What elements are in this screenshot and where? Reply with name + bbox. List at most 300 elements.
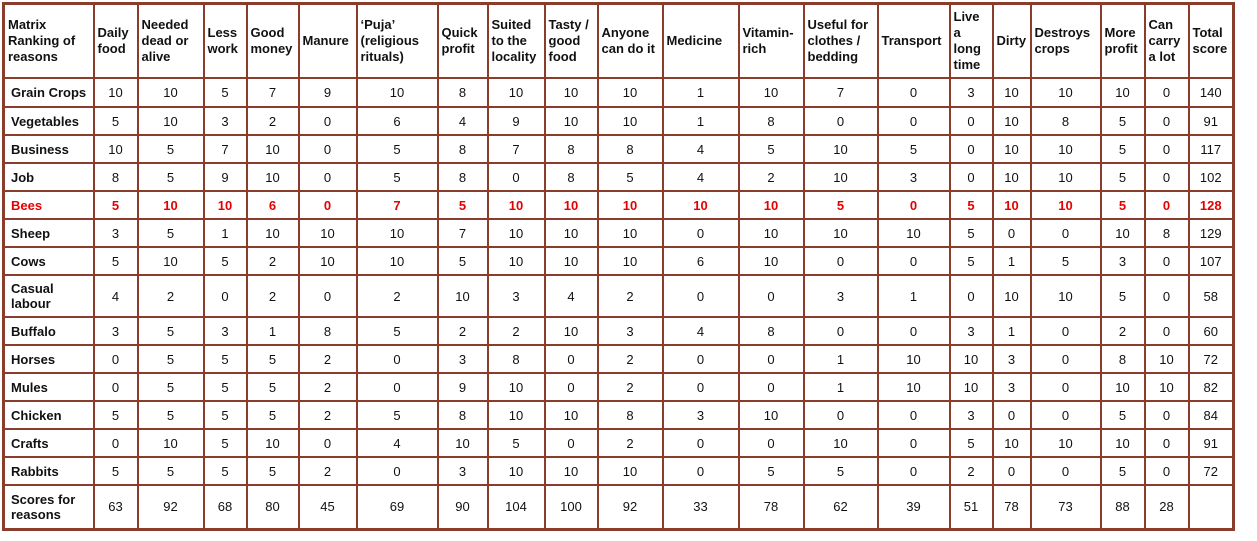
total-score-cell: 107	[1189, 247, 1234, 275]
score-cell: 10	[1031, 429, 1101, 457]
score-cell: 0	[950, 135, 993, 163]
score-cell: 5	[950, 247, 993, 275]
reason-score-cell: 28	[1145, 485, 1189, 529]
score-cell: 10	[1101, 219, 1145, 247]
score-cell: 10	[878, 373, 950, 401]
score-cell: 8	[94, 163, 138, 191]
score-cell: 8	[438, 78, 488, 107]
score-cell: 10	[545, 457, 598, 485]
score-cell: 2	[1101, 317, 1145, 345]
header-row	[4, 4, 1234, 79]
score-cell: 0	[950, 107, 993, 135]
score-cell: 5	[138, 317, 204, 345]
reason-score-cell: 100	[545, 485, 598, 529]
score-cell: 0	[94, 345, 138, 373]
row-label: Rabbits	[4, 457, 94, 485]
score-cell: 0	[993, 401, 1031, 429]
score-cell: 5	[438, 247, 488, 275]
score-cell: 2	[299, 345, 357, 373]
column-header: Total score	[1189, 4, 1234, 79]
score-cell: 10	[993, 191, 1031, 219]
score-cell: 10	[1031, 135, 1101, 163]
column-header: Live a long time	[950, 4, 993, 79]
score-cell: 10	[663, 191, 739, 219]
reason-score-cell: 45	[299, 485, 357, 529]
score-cell: 10	[1145, 373, 1189, 401]
score-cell: 10	[1145, 345, 1189, 373]
score-cell: 5	[138, 457, 204, 485]
score-cell: 0	[299, 429, 357, 457]
score-cell: 0	[663, 219, 739, 247]
score-cell: 0	[299, 275, 357, 317]
score-cell: 5	[739, 135, 804, 163]
score-cell: 0	[804, 401, 878, 429]
score-cell: 8	[438, 135, 488, 163]
score-cell: 0	[739, 429, 804, 457]
score-cell: 6	[663, 247, 739, 275]
score-cell: 0	[878, 247, 950, 275]
score-cell: 2	[950, 457, 993, 485]
score-cell: 5	[598, 163, 663, 191]
table-row	[4, 135, 1234, 163]
total-score-cell: 72	[1189, 345, 1234, 373]
score-cell: 5	[94, 107, 138, 135]
score-cell: 8	[299, 317, 357, 345]
score-cell: 1	[663, 107, 739, 135]
score-cell: 10	[438, 275, 488, 317]
score-cell: 0	[299, 107, 357, 135]
score-cell: 5	[804, 457, 878, 485]
column-header: ‘Puja’ (religious rituals)	[357, 4, 438, 79]
score-cell: 7	[357, 191, 438, 219]
score-cell: 3	[993, 345, 1031, 373]
score-cell: 5	[804, 191, 878, 219]
score-cell: 0	[1145, 135, 1189, 163]
score-cell: 7	[438, 219, 488, 247]
score-cell: 2	[247, 275, 299, 317]
score-cell: 3	[950, 317, 993, 345]
score-cell: 10	[804, 219, 878, 247]
score-cell: 0	[878, 78, 950, 107]
score-cell: 5	[204, 457, 247, 485]
row-label: Scores for reasons	[4, 485, 94, 529]
row-label: Chicken	[4, 401, 94, 429]
score-cell: 10	[138, 247, 204, 275]
score-cell: 0	[1145, 429, 1189, 457]
reason-score-cell: 80	[247, 485, 299, 529]
score-cell: 5	[1101, 191, 1145, 219]
score-cell: 5	[138, 135, 204, 163]
score-cell: 10	[739, 247, 804, 275]
score-cell: 8	[1031, 107, 1101, 135]
score-cell: 5	[204, 78, 247, 107]
score-cell: 5	[138, 345, 204, 373]
total-score-cell: 140	[1189, 78, 1234, 107]
reason-score-cell: 92	[138, 485, 204, 529]
score-cell: 8	[739, 107, 804, 135]
score-cell: 5	[1101, 163, 1145, 191]
score-cell: 10	[488, 247, 545, 275]
corner-header: Matrix Ranking of reasons	[4, 4, 94, 79]
score-cell: 2	[598, 345, 663, 373]
column-header: Needed dead or alive	[138, 4, 204, 79]
score-cell: 5	[204, 373, 247, 401]
score-cell: 3	[94, 317, 138, 345]
score-cell: 10	[993, 78, 1031, 107]
score-cell: 0	[488, 163, 545, 191]
score-cell: 4	[438, 107, 488, 135]
score-cell: 10	[878, 219, 950, 247]
score-cell: 0	[663, 345, 739, 373]
score-cell: 0	[1031, 317, 1101, 345]
score-cell: 0	[299, 163, 357, 191]
score-cell: 7	[247, 78, 299, 107]
score-cell: 0	[878, 317, 950, 345]
reason-score-cell: 33	[663, 485, 739, 529]
reason-score-cell: 63	[94, 485, 138, 529]
score-cell: 8	[598, 401, 663, 429]
score-cell: 10	[993, 135, 1031, 163]
score-cell: 10	[247, 135, 299, 163]
score-cell: 5	[94, 191, 138, 219]
score-cell: 9	[204, 163, 247, 191]
score-cell: 2	[247, 247, 299, 275]
score-cell: 2	[357, 275, 438, 317]
score-cell: 6	[247, 191, 299, 219]
score-cell: 1	[247, 317, 299, 345]
column-header: Good money	[247, 4, 299, 79]
column-header: Anyone can do it	[598, 4, 663, 79]
table-row	[4, 163, 1234, 191]
score-cell: 10	[138, 191, 204, 219]
row-label: Cows	[4, 247, 94, 275]
score-cell: 5	[950, 219, 993, 247]
score-cell: 5	[1101, 457, 1145, 485]
score-cell: 10	[1031, 78, 1101, 107]
score-cell: 1	[663, 78, 739, 107]
row-label: Buffalo	[4, 317, 94, 345]
score-cell: 0	[950, 275, 993, 317]
score-cell: 10	[598, 191, 663, 219]
score-cell: 10	[488, 78, 545, 107]
score-cell: 10	[545, 78, 598, 107]
score-cell: 0	[1031, 345, 1101, 373]
score-cell: 10	[247, 163, 299, 191]
column-header: Daily food	[94, 4, 138, 79]
score-cell: 5	[357, 163, 438, 191]
reason-score-cell: 78	[993, 485, 1031, 529]
column-header: Suited to the locality	[488, 4, 545, 79]
score-cell: 6	[357, 107, 438, 135]
score-cell: 0	[804, 107, 878, 135]
reason-score-cell: 78	[739, 485, 804, 529]
score-cell: 5	[94, 247, 138, 275]
score-cell: 10	[488, 401, 545, 429]
score-cell: 8	[1145, 219, 1189, 247]
score-cell: 3	[94, 219, 138, 247]
score-cell: 0	[545, 429, 598, 457]
score-cell: 1	[204, 219, 247, 247]
score-cell: 10	[488, 373, 545, 401]
score-cell: 5	[94, 457, 138, 485]
score-cell: 1	[804, 373, 878, 401]
score-cell: 0	[299, 191, 357, 219]
score-cell: 0	[739, 345, 804, 373]
score-cell: 10	[878, 345, 950, 373]
score-cell: 10	[138, 107, 204, 135]
score-cell: 10	[804, 163, 878, 191]
score-cell: 0	[94, 373, 138, 401]
table-row	[4, 247, 1234, 275]
score-cell: 5	[247, 345, 299, 373]
score-cell: 10	[1101, 78, 1145, 107]
score-cell: 5	[204, 247, 247, 275]
score-cell: 5	[950, 429, 993, 457]
score-cell: 10	[804, 429, 878, 457]
score-cell: 1	[993, 247, 1031, 275]
column-header: Destroys crops	[1031, 4, 1101, 79]
row-label: Mules	[4, 373, 94, 401]
column-header: Vitamin-rich	[739, 4, 804, 79]
score-cell: 3	[488, 275, 545, 317]
total-score-cell: 60	[1189, 317, 1234, 345]
score-cell: 2	[598, 275, 663, 317]
score-cell: 0	[663, 275, 739, 317]
score-cell: 3	[1101, 247, 1145, 275]
score-cell: 10	[598, 457, 663, 485]
score-cell: 2	[299, 457, 357, 485]
score-cell: 8	[438, 401, 488, 429]
total-score-cell: 117	[1189, 135, 1234, 163]
score-cell: 5	[950, 191, 993, 219]
score-cell: 10	[950, 373, 993, 401]
score-cell: 0	[357, 457, 438, 485]
score-cell: 10	[545, 107, 598, 135]
score-cell: 0	[663, 429, 739, 457]
reason-score-cell: 90	[438, 485, 488, 529]
score-cell: 10	[438, 429, 488, 457]
score-cell: 0	[204, 275, 247, 317]
total-score-cell: 102	[1189, 163, 1234, 191]
score-cell: 3	[204, 107, 247, 135]
score-cell: 10	[804, 135, 878, 163]
score-cell: 5	[247, 457, 299, 485]
column-header: Dirty	[993, 4, 1031, 79]
score-cell: 5	[204, 345, 247, 373]
score-cell: 3	[950, 78, 993, 107]
score-cell: 9	[488, 107, 545, 135]
score-cell: 3	[204, 317, 247, 345]
score-cell: 10	[739, 219, 804, 247]
score-cell: 10	[204, 191, 247, 219]
reason-score-cell: 51	[950, 485, 993, 529]
score-cell: 5	[1101, 275, 1145, 317]
total-score-cell: 128	[1189, 191, 1234, 219]
score-cell: 0	[739, 373, 804, 401]
score-cell: 8	[598, 135, 663, 163]
score-cell: 10	[993, 107, 1031, 135]
score-cell: 0	[993, 457, 1031, 485]
total-score-cell: 129	[1189, 219, 1234, 247]
score-cell: 0	[94, 429, 138, 457]
total-score-cell: 91	[1189, 107, 1234, 135]
table-row	[4, 219, 1234, 247]
score-cell: 3	[598, 317, 663, 345]
score-cell: 0	[1145, 191, 1189, 219]
score-cell: 10	[1101, 429, 1145, 457]
score-cell: 3	[878, 163, 950, 191]
score-cell: 0	[1145, 247, 1189, 275]
total-score-cell: 72	[1189, 457, 1234, 485]
score-cell: 10	[1101, 373, 1145, 401]
score-cell: 10	[739, 401, 804, 429]
score-cell: 5	[1101, 135, 1145, 163]
column-header: Less work	[204, 4, 247, 79]
score-cell: 7	[488, 135, 545, 163]
score-cell: 5	[488, 429, 545, 457]
scores-row	[4, 485, 1234, 529]
score-cell: 10	[993, 163, 1031, 191]
reason-score-cell: 92	[598, 485, 663, 529]
score-cell: 5	[357, 317, 438, 345]
reason-score-cell	[1189, 485, 1234, 529]
score-cell: 2	[598, 429, 663, 457]
score-cell: 10	[299, 247, 357, 275]
score-cell: 10	[739, 191, 804, 219]
score-cell: 10	[488, 457, 545, 485]
score-cell: 3	[438, 457, 488, 485]
score-cell: 0	[1031, 373, 1101, 401]
score-cell: 0	[1031, 219, 1101, 247]
matrix-ranking-table	[2, 2, 1235, 531]
row-label: Crafts	[4, 429, 94, 457]
score-cell: 5	[247, 373, 299, 401]
score-cell: 10	[598, 107, 663, 135]
row-label: Horses	[4, 345, 94, 373]
score-cell: 4	[663, 317, 739, 345]
score-cell: 5	[1031, 247, 1101, 275]
row-label: Vegetables	[4, 107, 94, 135]
table-row	[4, 457, 1234, 485]
column-header: Manure	[299, 4, 357, 79]
score-cell: 8	[1101, 345, 1145, 373]
score-cell: 10	[488, 219, 545, 247]
table-row	[4, 275, 1234, 317]
score-cell: 8	[488, 345, 545, 373]
score-cell: 10	[357, 78, 438, 107]
score-cell: 10	[247, 219, 299, 247]
column-header: More profit	[1101, 4, 1145, 79]
score-cell: 0	[950, 163, 993, 191]
reason-score-cell: 73	[1031, 485, 1101, 529]
score-cell: 10	[357, 219, 438, 247]
score-cell: 3	[804, 275, 878, 317]
row-label: Grain Crops	[4, 78, 94, 107]
score-cell: 0	[878, 457, 950, 485]
score-cell: 2	[299, 373, 357, 401]
score-cell: 0	[993, 219, 1031, 247]
table-row	[4, 373, 1234, 401]
score-cell: 2	[488, 317, 545, 345]
score-cell: 10	[299, 219, 357, 247]
score-cell: 9	[438, 373, 488, 401]
row-label: Job	[4, 163, 94, 191]
score-cell: 2	[299, 401, 357, 429]
column-header: Medicine	[663, 4, 739, 79]
score-cell: 2	[598, 373, 663, 401]
score-cell: 10	[138, 429, 204, 457]
reason-score-cell: 69	[357, 485, 438, 529]
score-cell: 0	[1145, 401, 1189, 429]
score-cell: 5	[204, 429, 247, 457]
row-label: Bees	[4, 191, 94, 219]
score-cell: 10	[94, 135, 138, 163]
matrix-body	[4, 78, 1234, 529]
score-cell: 10	[545, 401, 598, 429]
score-cell: 4	[663, 163, 739, 191]
score-cell: 10	[1031, 275, 1101, 317]
score-cell: 5	[138, 163, 204, 191]
score-cell: 0	[1145, 107, 1189, 135]
score-cell: 0	[545, 373, 598, 401]
score-cell: 2	[138, 275, 204, 317]
score-cell: 0	[878, 107, 950, 135]
total-score-cell: 84	[1189, 401, 1234, 429]
score-cell: 3	[950, 401, 993, 429]
column-header: Useful for clothes / bedding	[804, 4, 878, 79]
score-cell: 5	[1101, 401, 1145, 429]
reason-score-cell: 68	[204, 485, 247, 529]
score-cell: 10	[357, 247, 438, 275]
reason-score-cell: 88	[1101, 485, 1145, 529]
score-cell: 4	[663, 135, 739, 163]
score-cell: 10	[1031, 163, 1101, 191]
table-row	[4, 107, 1234, 135]
score-cell: 0	[1145, 457, 1189, 485]
score-cell: 0	[1031, 401, 1101, 429]
score-cell: 10	[993, 275, 1031, 317]
score-cell: 10	[488, 191, 545, 219]
score-cell: 1	[993, 317, 1031, 345]
score-cell: 0	[878, 429, 950, 457]
score-cell: 5	[94, 401, 138, 429]
column-header: Can carry a lot	[1145, 4, 1189, 79]
score-cell: 0	[299, 135, 357, 163]
score-cell: 3	[663, 401, 739, 429]
score-cell: 5	[247, 401, 299, 429]
score-cell: 5	[878, 135, 950, 163]
score-cell: 0	[1145, 317, 1189, 345]
table-row	[4, 191, 1234, 219]
score-cell: 4	[545, 275, 598, 317]
score-cell: 10	[247, 429, 299, 457]
score-cell: 1	[804, 345, 878, 373]
score-cell: 5	[138, 219, 204, 247]
score-cell: 0	[804, 247, 878, 275]
reason-score-cell: 39	[878, 485, 950, 529]
score-cell: 9	[299, 78, 357, 107]
score-cell: 4	[94, 275, 138, 317]
score-cell: 5	[739, 457, 804, 485]
score-cell: 2	[739, 163, 804, 191]
score-cell: 0	[739, 275, 804, 317]
score-cell: 0	[878, 401, 950, 429]
column-header: Quick profit	[438, 4, 488, 79]
score-cell: 5	[438, 191, 488, 219]
score-cell: 5	[1101, 107, 1145, 135]
score-cell: 1	[878, 275, 950, 317]
score-cell: 10	[993, 429, 1031, 457]
